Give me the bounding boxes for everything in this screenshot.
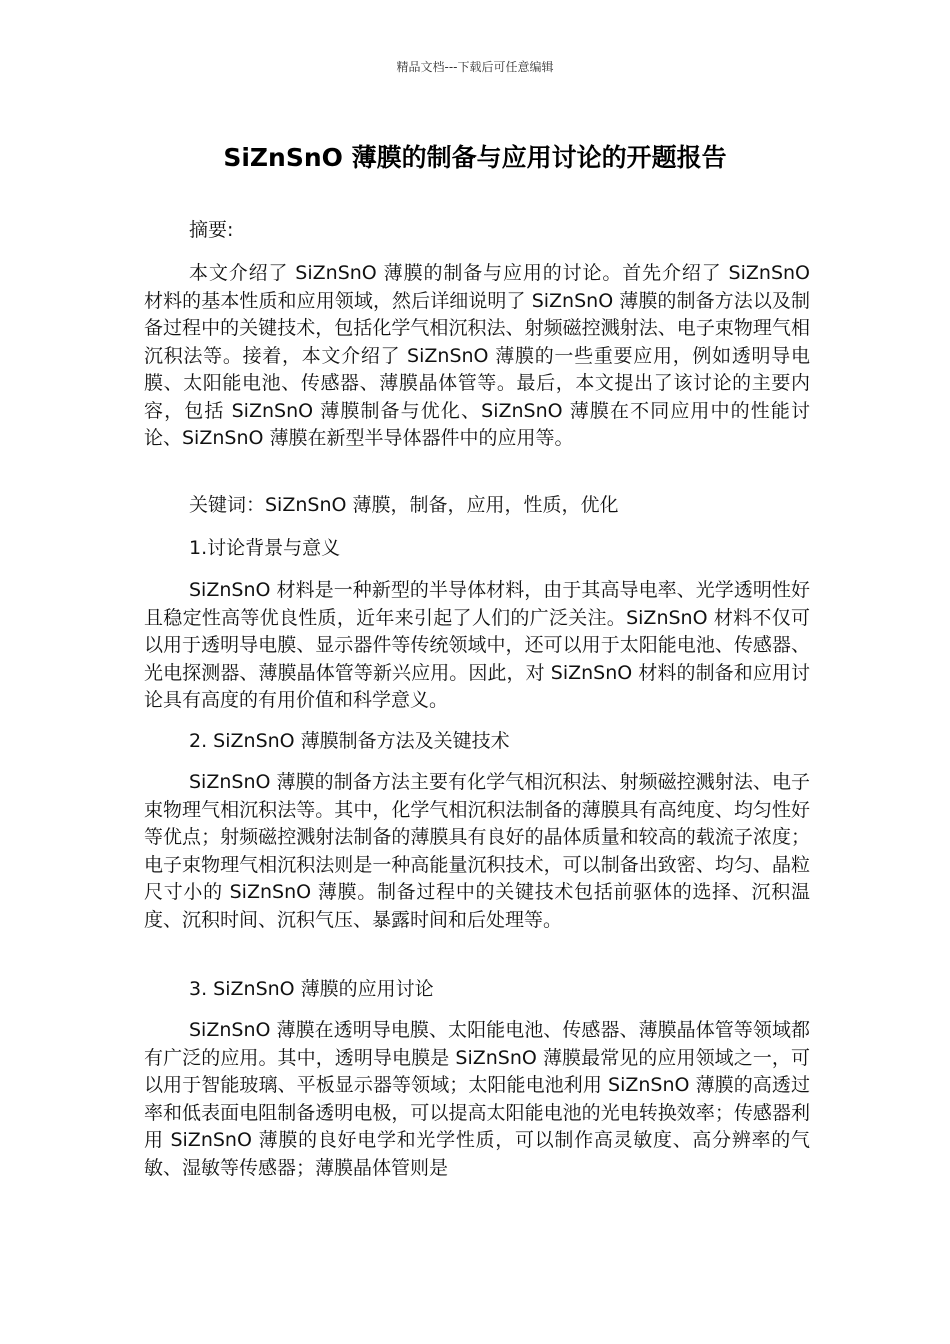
section-1-paragraph: SiZnSnO 材料是一种新型的半导体材料，由于其高导电率、光学透明性好且稳定性高等优良性质，近年来引起了人们的广泛关注。SiZnSnO 材料不仅可以用于透明导电膜、显示器件等传统领域中，还可以用于太阳能电池、传感器、光电探测器、薄膜晶体管等新兴应用。因此，对 SiZnSnO 材料的制备和应用讨论具有高度的有用价值和科学意义。 — [144, 579, 810, 711]
document-title: SiZnSnO 薄膜的制备与应用讨论的开题报告 — [223, 143, 727, 172]
section-3-paragraph: SiZnSnO 薄膜在透明导电膜、太阳能电池、传感器、薄膜晶体管等领域都有广泛的应用。其中，透明导电膜是 SiZnSnO 薄膜最常见的应用领域之一，可以用于智能玻璃、平板显示器等领域；太阳能电池利用 SiZnSnO 薄膜的高透过率和低表面电阻制备透明电极，可以提高太阳能电池的光电转换效率；传感器利用 SiZnSnO 薄膜的良好电学和光学性质，可以制作高灵敏度、高分辨率的气敏、湿敏等传感器；薄膜晶体管则是 — [144, 1019, 810, 1179]
section-2-paragraph: SiZnSnO 薄膜的制备方法主要有化学气相沉积法、射频磁控溅射法、电子束物理气相沉积法等。其中，化学气相沉积法制备的薄膜具有高纯度、均匀性好等优点；射频磁控溅射法制备的薄膜具有良好的晶体质量和较高的载流子浓度；电子束物理气相沉积法则是一种高能量沉积技术，可以制备出致密、均匀、晶粒尺寸小的 SiZnSnO 薄膜。制备过程中的关键技术包括前驱体的选择、沉积温度、沉积时间、沉积气压、暴露时间和后处理等。 — [144, 771, 810, 931]
abstract-paragraph: 本文介绍了 SiZnSnO 薄膜的制备与应用的讨论。首先介绍了 SiZnSnO 材料的基本性质和应用领域，然后详细说明了 SiZnSnO 薄膜的制备方法以及制备过程中的关键技术，包括化学气相沉积法、射频磁控溅射法、电子束物理气相沉积法等。接着，本文介绍了 SiZnSnO 薄膜的一些重要应用，例如透明导电膜、太阳能电池、传感器、薄膜晶体管等。最后，本文提出了该讨论的主要内容，包括 SiZnSnO 薄膜制备与优化、SiZnSnO 薄膜在不同应用中的性能讨论、SiZnSnO 薄膜在新型半导体器件中的应用等。 — [144, 262, 810, 449]
abstract-label: 摘要: — [189, 219, 234, 241]
header-note: 精品文档---下载后可任意编辑 — [396, 60, 554, 74]
keywords-line: 关键词：SiZnSnO 薄膜，制备，应用，性质，优化 — [189, 494, 619, 516]
section-3-heading: 3. SiZnSnO 薄膜的应用讨论 — [189, 978, 434, 1000]
section-2-heading: 2. SiZnSnO 薄膜制备方法及关键技术 — [189, 730, 510, 752]
section-1-heading: 1.讨论背景与意义 — [189, 537, 341, 559]
